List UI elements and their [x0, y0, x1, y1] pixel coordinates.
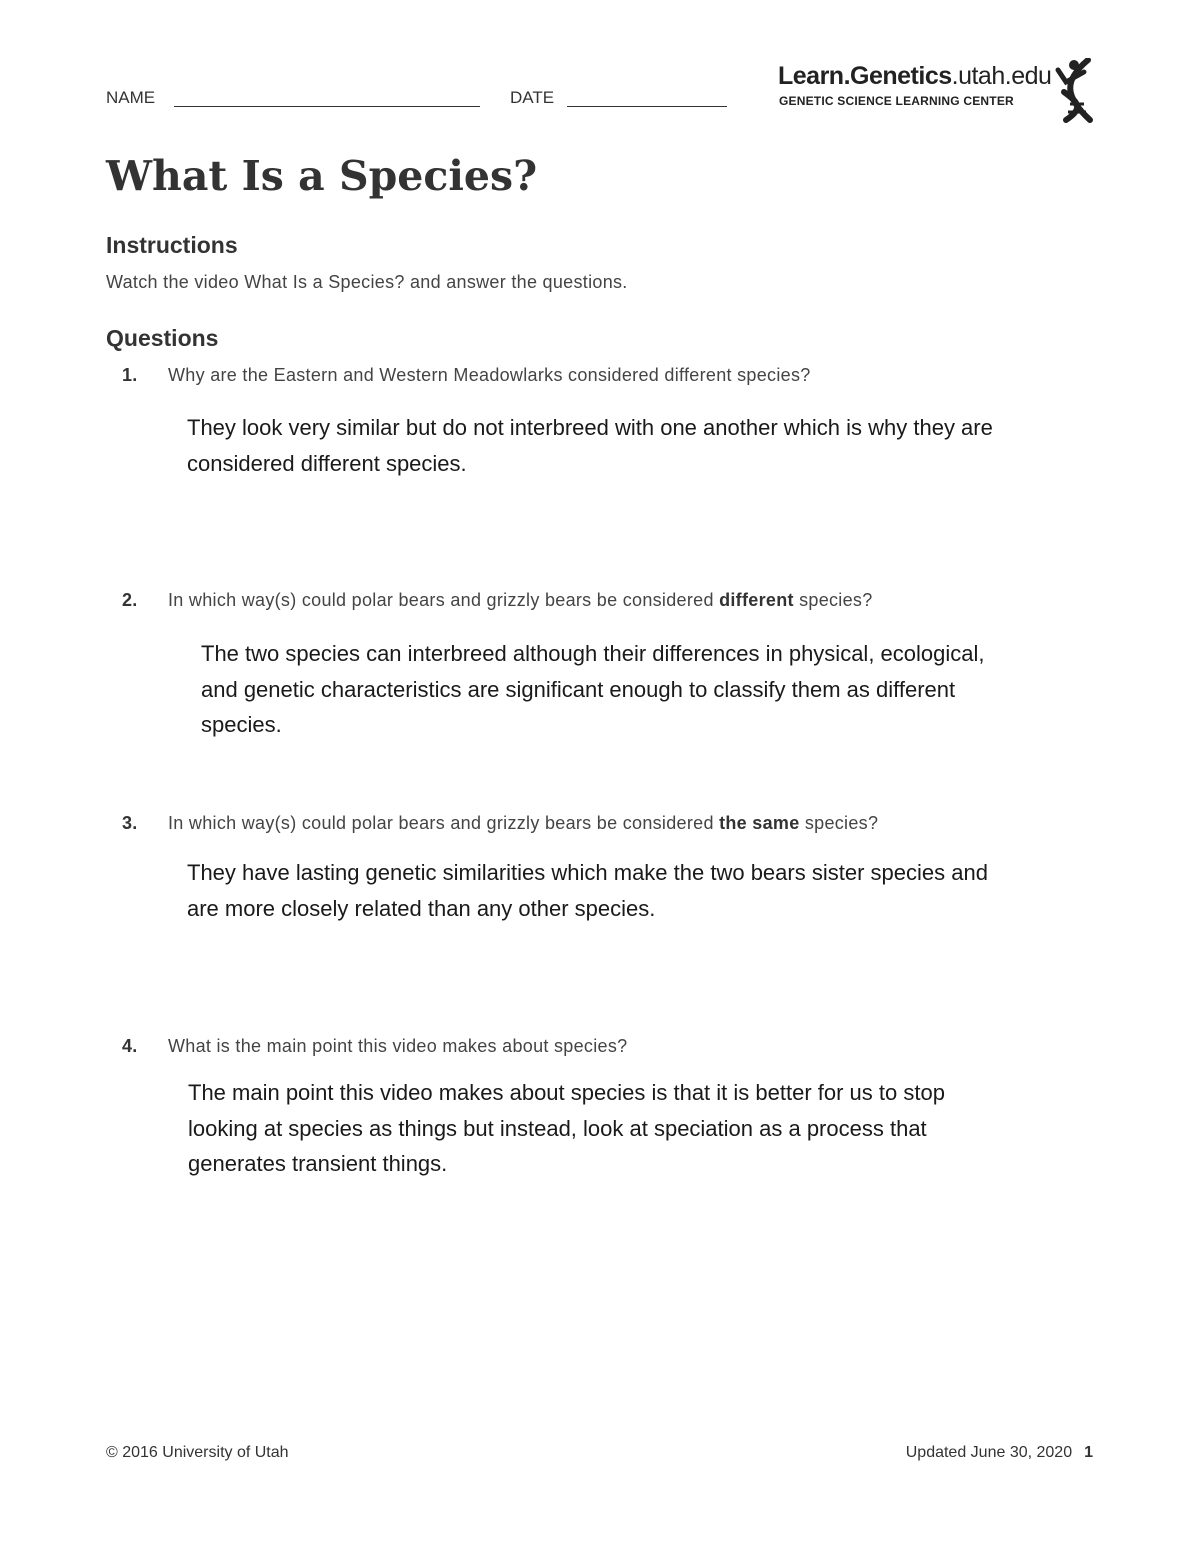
question-number: 1.	[122, 365, 138, 385]
instructions-text: Watch the video What Is a Species? and answer the questions.	[106, 272, 628, 292]
page-number: 1	[1084, 1444, 1093, 1461]
question-number: 2.	[122, 590, 138, 610]
name-line	[174, 106, 480, 107]
instructions-heading: Instructions	[106, 232, 238, 258]
answer-3[interactable]: They have lasting genetic similarities which make the two bears sister species and are more closely related than any other species.	[187, 860, 988, 921]
name-label: NAME	[106, 88, 156, 107]
question-prompt: What is the main point this video makes about species?	[168, 1036, 628, 1056]
question-number: 4.	[122, 1036, 138, 1056]
footer-right	[906, 1444, 1093, 1462]
question-prompt-emphasis: the same	[719, 813, 800, 833]
logo-brand-bold: Learn.Genetics	[778, 62, 952, 90]
learn-genetics-logo	[778, 58, 1100, 124]
logo-brand-domain: .utah.edu	[951, 62, 1052, 90]
question-1	[122, 365, 811, 386]
question-prompt-emphasis: different	[719, 590, 794, 610]
answer-4[interactable]: The main point this video makes about species is that it is better for us to stop looking at species as things but instead, look at speciation as a process that generates transient things.	[188, 1080, 945, 1176]
question-prompt-end: species?	[799, 813, 879, 833]
answer-1[interactable]: They look very similar but do not interbreed with one another which is why they are considered different species.	[187, 415, 993, 476]
question-4	[122, 1036, 627, 1057]
question-3	[122, 813, 878, 834]
questions-heading: Questions	[106, 325, 219, 351]
logo-subtitle: GENETIC SCIENCE LEARNING CENTER	[779, 94, 1014, 108]
answer-2[interactable]: The two species can interbreed although their differences in physical, ecological, and genetic characteristics are significant enough to classify them as different species.	[201, 641, 985, 737]
dna-figure-icon	[1054, 58, 1100, 124]
date-label: DATE	[510, 88, 555, 107]
question-prompt: Why are the Eastern and Western Meadowlarks considered different species?	[168, 365, 811, 385]
question-prompt-end: species?	[793, 590, 873, 610]
footer-updated: Updated June 30, 2020	[905, 1444, 1073, 1461]
page-title: What Is a Species?	[106, 152, 538, 200]
question-number: 3.	[122, 813, 138, 833]
question-prompt-start: In which way(s) could polar bears and grizzly bears be considered	[168, 590, 720, 610]
date-line	[567, 106, 727, 107]
question-2	[122, 590, 873, 611]
logo-brand	[778, 62, 1051, 91]
footer-copyright: © 2016 University of Utah	[106, 1444, 289, 1461]
question-prompt-start: In which way(s) could polar bears and grizzly bears be considered	[168, 813, 720, 833]
